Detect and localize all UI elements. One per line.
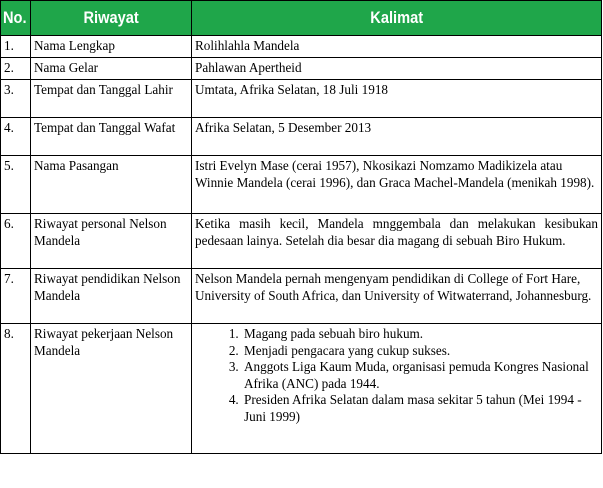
- row-number: 7.: [1, 269, 31, 324]
- job-list: [195, 326, 598, 425]
- row-number: 2.: [1, 58, 31, 80]
- row-number: 3.: [1, 80, 31, 118]
- kalimat-cell: Afrika Selatan, 5 Desember 2013: [192, 118, 602, 156]
- row-number: 5.: [1, 156, 31, 214]
- header-riwayat: Riwayat: [31, 1, 192, 36]
- kalimat-cell: Rolihlahla Mandela: [192, 36, 602, 58]
- riwayat-cell: Nama Pasangan: [31, 156, 192, 214]
- row-number: 8.: [1, 324, 31, 454]
- table-row: [1, 324, 602, 454]
- list-item: 1. Magang pada sebuah biro hukum.: [242, 326, 598, 343]
- kalimat-cell: Istri Evelyn Mase (cerai 1957), Nkosikazi Nomzamo Madikizela atau Winnie Mandela (cerai 1996), dan Graca Machel-Mandela (menikah 1998).: [192, 156, 602, 214]
- riwayat-cell: Riwayat pekerjaan Nelson Mandela: [31, 324, 192, 454]
- list-item: 4. Presiden Afrika Selatan dalam masa sekitar 5 tahun (Mei 1994 - Juni 1999): [242, 392, 598, 425]
- kalimat-cell: Umtata, Afrika Selatan, 18 Juli 1918: [192, 80, 602, 118]
- row-number: 6.: [1, 214, 31, 269]
- table-row: [1, 58, 602, 80]
- row-number: 4.: [1, 118, 31, 156]
- table-row: [1, 214, 602, 269]
- list-item: 3. Anggots Liga Kaum Muda, organisasi pemuda Kongres Nasional Afrika (ANC) pada 1944.: [242, 359, 598, 392]
- table-row: [1, 156, 602, 214]
- riwayat-cell: Riwayat personal Nelson Mandela: [31, 214, 192, 269]
- header-row: [1, 1, 602, 36]
- table-row: [1, 36, 602, 58]
- table-row: [1, 118, 602, 156]
- kalimat-cell: Nelson Mandela pernah mengenyam pendidikan di College of Fort Hare, University of South Africa, dan University of Witwaterrand, Johannesburg.: [192, 269, 602, 324]
- header-no: No.: [1, 1, 31, 36]
- kalimat-cell: Pahlawan Apertheid: [192, 58, 602, 80]
- riwayat-cell: Tempat dan Tanggal Lahir: [31, 80, 192, 118]
- row-number: 1.: [1, 36, 31, 58]
- table-row: [1, 80, 602, 118]
- list-item: 2. Menjadi pengacara yang cukup sukses.: [242, 343, 598, 360]
- riwayat-cell: Nama Gelar: [31, 58, 192, 80]
- table-row: [1, 269, 602, 324]
- kalimat-cell: Ketika masih kecil, Mandela mnggembala dan melakukan kesibukan pedesaan lainya. Setelah dia besar dia magang di sebuah Biro Hukum.: [192, 214, 602, 269]
- riwayat-cell: Nama Lengkap: [31, 36, 192, 58]
- riwayat-cell: Tempat dan Tanggal Wafat: [31, 118, 192, 156]
- riwayat-cell: Riwayat pendidikan Nelson Mandela: [31, 269, 192, 324]
- kalimat-cell: [192, 324, 602, 454]
- header-kalimat: Kalimat: [192, 1, 602, 36]
